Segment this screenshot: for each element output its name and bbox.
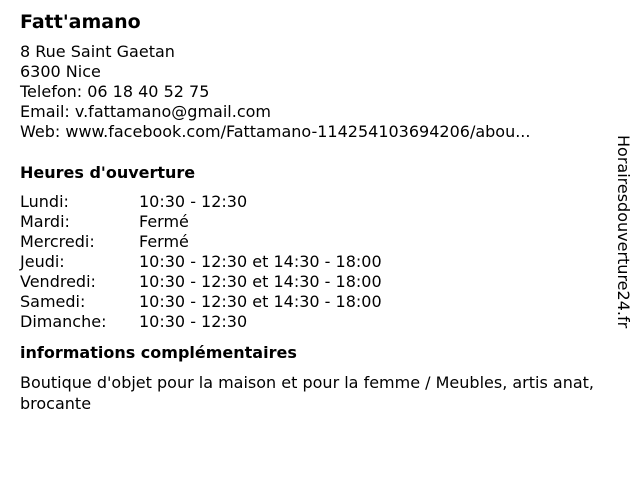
hours-row-monday (20, 192, 605, 212)
day-label: Dimanche: (20, 312, 107, 331)
day-label: Jeudi: (20, 252, 65, 271)
time-value: 10:30 - 12:30 et 14:30 - 18:00 (139, 252, 382, 271)
additional-info-heading: informations complémentaires (20, 343, 297, 362)
hours-row-sunday (20, 312, 605, 332)
site-watermark: Horairesdouverture24.fr (614, 135, 633, 329)
address-city: 6300 Nice (20, 62, 101, 81)
hours-row-wednesday (20, 232, 605, 252)
opening-hours-table (20, 192, 605, 332)
time-value: Fermé (139, 232, 189, 251)
opening-hours-heading: Heures d'ouverture (20, 163, 196, 182)
email-line: Email: v.fattamano@gmail.com (20, 102, 271, 121)
business-description: Boutique d'objet pour la maison et pour la femme / Meubles, artis anat, brocante (20, 373, 594, 413)
hours-row-thursday (20, 252, 605, 272)
time-value: 10:30 - 12:30 (139, 312, 248, 331)
business-name: Fatt'amano (20, 11, 141, 33)
phone-line: Telefon: 06 18 40 52 75 (20, 82, 210, 101)
day-label: Mercredi: (20, 232, 95, 251)
day-label: Lundi: (20, 192, 69, 211)
time-value: 10:30 - 12:30 et 14:30 - 18:00 (139, 272, 382, 291)
day-label: Vendredi: (20, 272, 96, 291)
hours-row-saturday (20, 292, 605, 312)
time-value: 10:30 - 12:30 et 14:30 - 18:00 (139, 292, 382, 311)
time-value: 10:30 - 12:30 (139, 192, 248, 211)
day-label: Mardi: (20, 212, 70, 231)
day-label: Samedi: (20, 292, 86, 311)
business-card (20, 10, 605, 414)
hours-row-friday (20, 272, 605, 292)
time-value: Fermé (139, 212, 189, 231)
web-line: Web: www.facebook.com/Fattamano-114254103694206/abou... (20, 122, 531, 141)
hours-row-tuesday (20, 212, 605, 232)
address-street: 8 Rue Saint Gaetan (20, 42, 175, 61)
